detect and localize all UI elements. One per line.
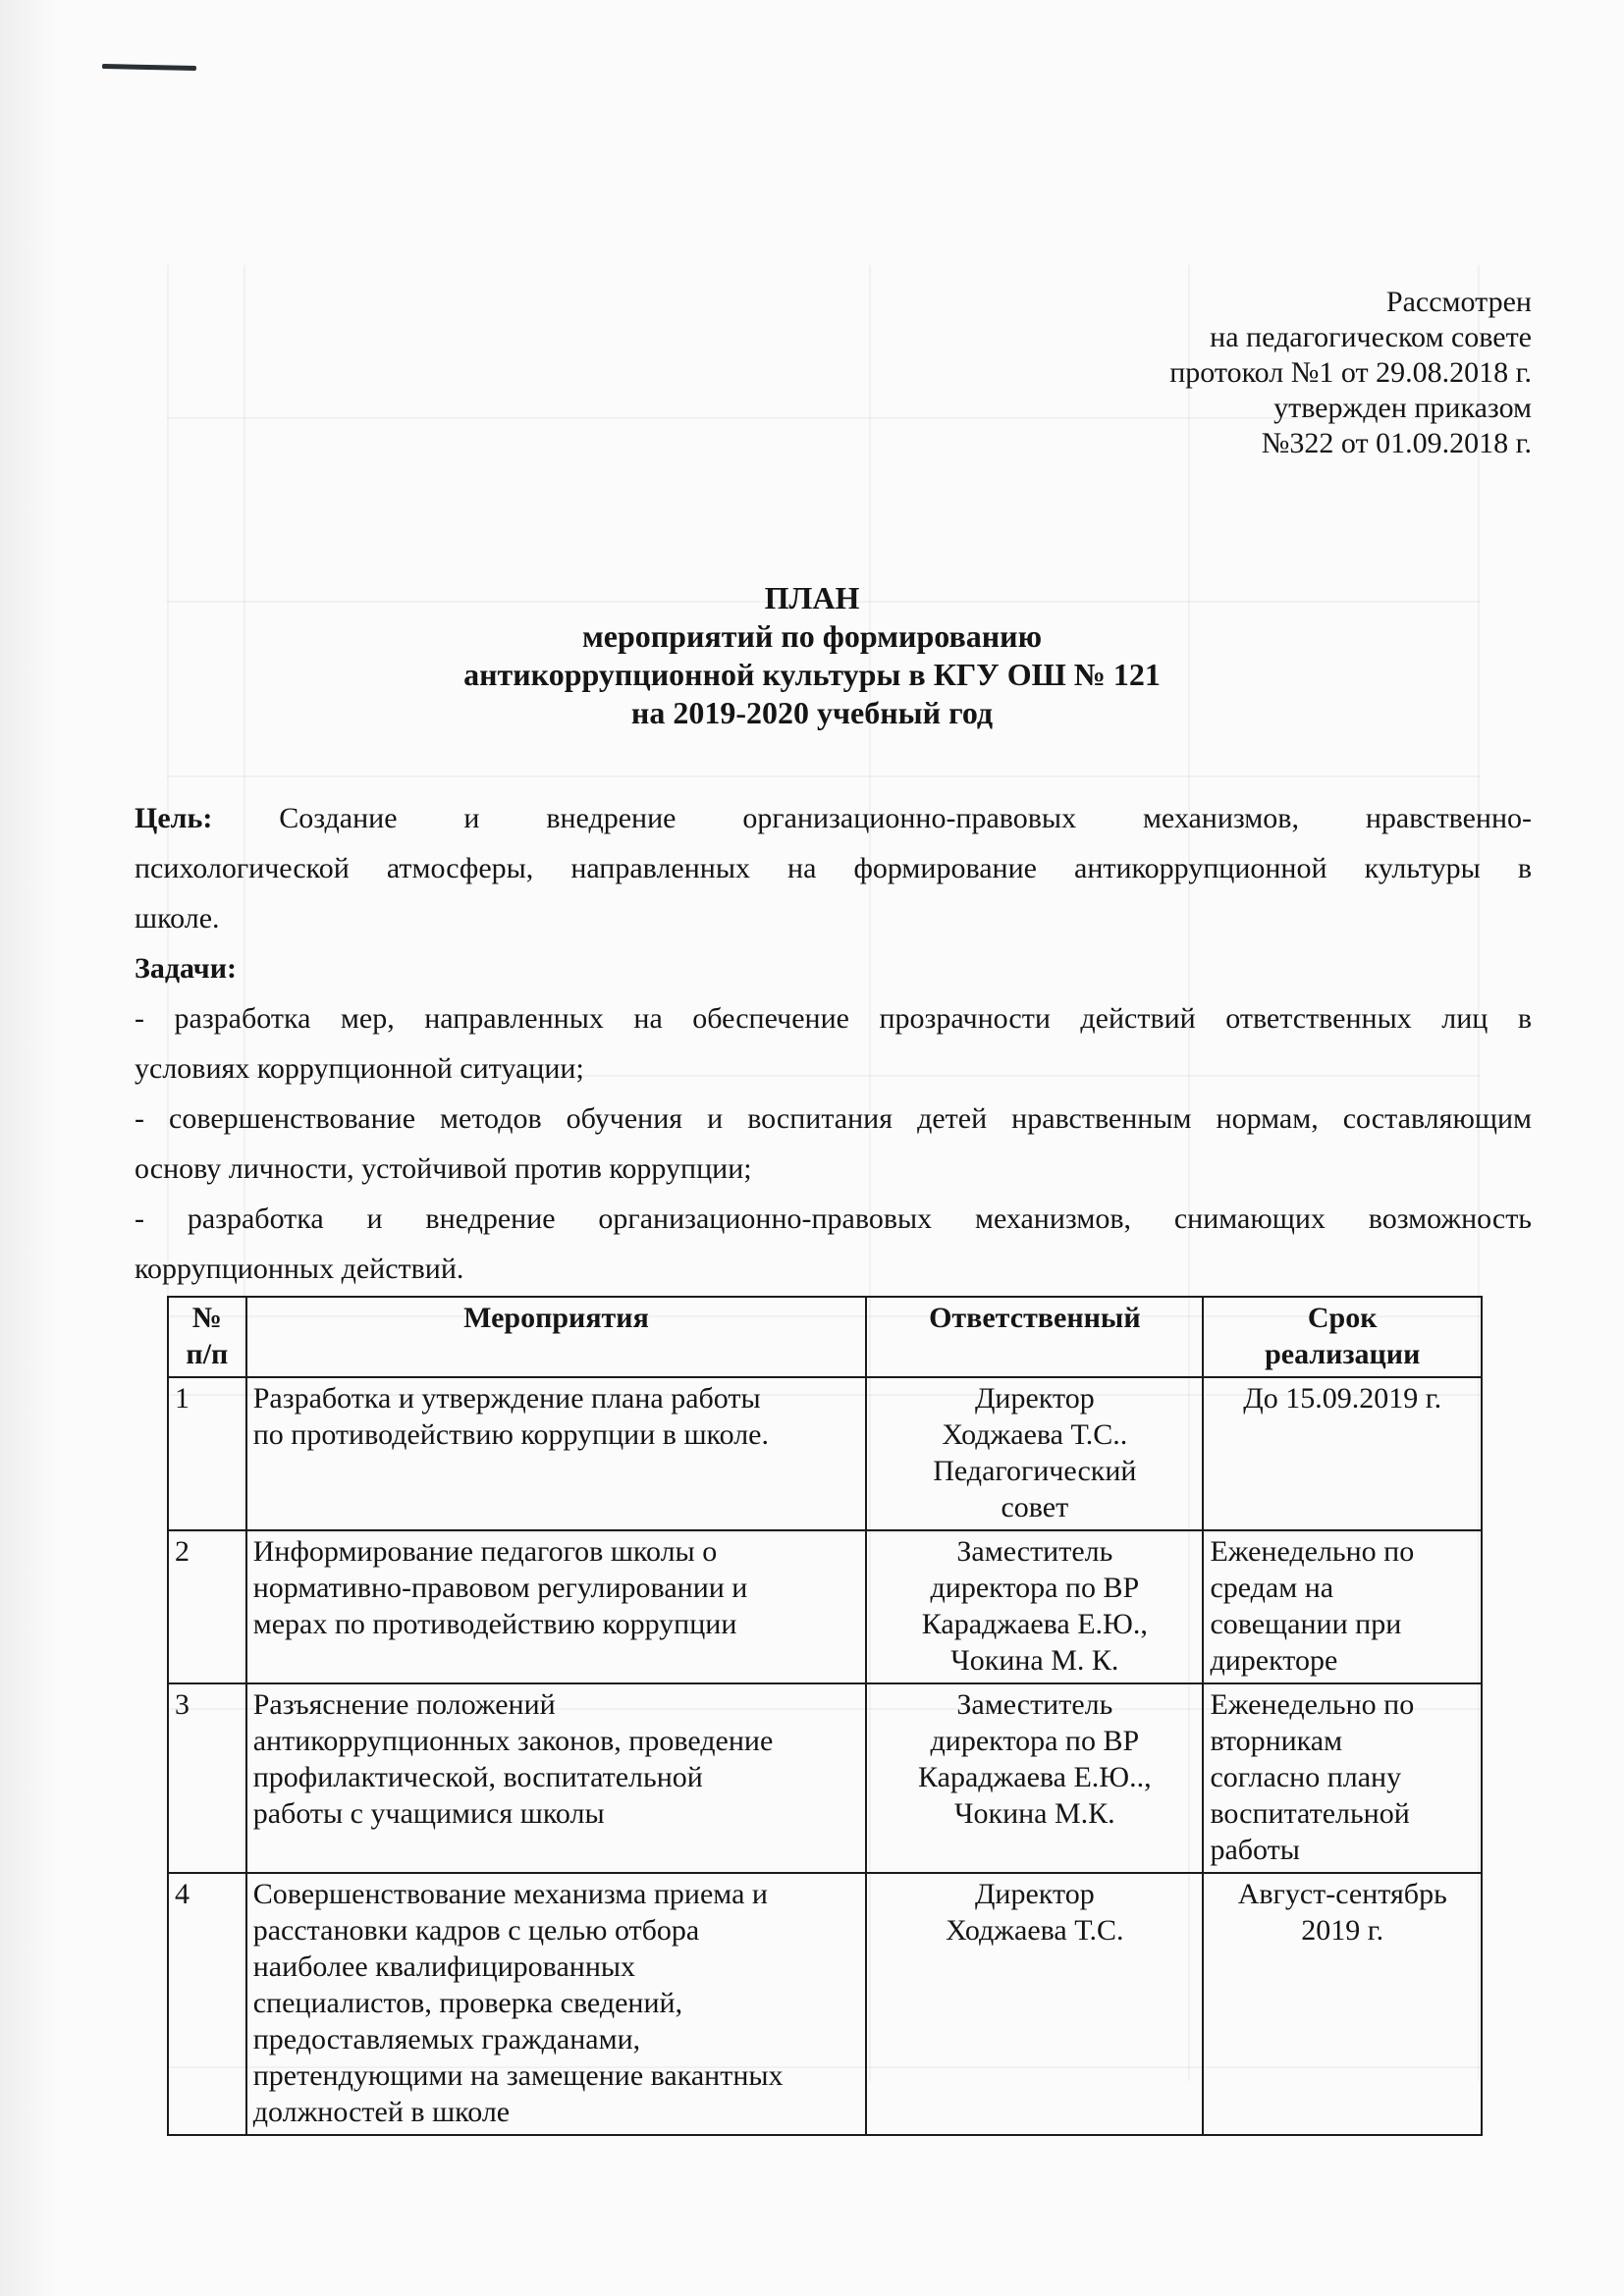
approval-line: протокол №1 от 29.08.2018 г. [1169,356,1532,389]
event-line: профилактической, воспитательной [252,1761,703,1793]
cell-responsible [866,1683,1203,1873]
task-line: условиях коррупционной ситуации; [135,1052,584,1085]
goal-label: Цель: [135,802,213,834]
goal-line [135,793,1532,843]
event-line: нормативно-правовом регулировании и [252,1572,748,1604]
document-title [0,579,1624,732]
approval-line: №322 от 01.09.2018 г. [1261,427,1532,459]
header-text: Срок [1307,1302,1378,1334]
cell-responsible [866,1873,1203,2135]
plan-table [167,1296,1483,2136]
title-line: антикоррупционной культуры в КГУ ОШ № 121 [463,657,1161,692]
cell-responsible [866,1530,1203,1683]
deadline-line: 2019 г. [1301,1914,1384,1947]
table-row [168,1873,1482,2135]
task-line: основу личности, устойчивой против коррупции; [135,1152,752,1185]
table-row [168,1377,1482,1530]
approval-line: утвержден приказом [1273,392,1532,424]
task-item [135,1194,1532,1294]
cell-deadline [1203,1530,1482,1683]
title-line: ПЛАН [764,580,860,615]
deadline-line: До 15.09.2019 г. [1243,1382,1442,1415]
task-line: - совершенствование методов обучения и воспитания детей нравственным нормам, составляющим [135,1102,1532,1135]
task-line: коррупционных действий. [135,1253,464,1285]
deadline-line: вторникам [1210,1725,1343,1757]
table-body [168,1377,1482,2135]
cell-num: 1 [168,1377,246,1530]
title-line: мероприятий по формированию [581,618,1043,654]
scan-shadow [0,0,59,2296]
header-responsible: Ответственный [866,1297,1203,1377]
approval-block [1169,285,1532,461]
deadline-line: Еженедельно по [1210,1688,1415,1721]
approval-line: на педагогическом совете [1210,321,1532,353]
responsible-line: Директор [974,1878,1095,1910]
approval-line: Рассмотрен [1385,286,1532,318]
goal-text: Создание и внедрение организационно-правовых механизмов, нравственно- [279,802,1533,834]
event-line: предоставляемых гражданами, [252,2023,641,2056]
cell-num: 4 [168,1873,246,2135]
header-text: реализации [1265,1338,1421,1370]
header-event: Мероприятия [246,1297,867,1377]
event-line: по противодействию коррупции в школе. [252,1418,769,1451]
table-row [168,1683,1482,1873]
event-line: Совершенствование механизма приема и [252,1878,768,1910]
deadline-line: работы [1210,1834,1300,1866]
event-line: Разъяснение положений [252,1688,556,1721]
header-deadline [1203,1297,1482,1377]
responsible-line: Заместитель [956,1688,1113,1721]
responsible-line: директора по ВР [930,1725,1140,1757]
cell-deadline [1203,1377,1482,1530]
task-item [135,993,1532,1094]
deadline-line: Еженедельно по [1210,1535,1415,1568]
deadline-line: директоре [1210,1644,1338,1677]
cell-num: 3 [168,1683,246,1873]
cell-event [246,1873,867,2135]
header-num [168,1297,246,1377]
event-line: должностей в школе [252,2096,511,2128]
event-line: антикоррупционных законов, проведение [252,1725,774,1757]
header-text: п/п [186,1338,229,1370]
task-item [135,1094,1532,1194]
cell-deadline [1203,1873,1482,2135]
deadline-line: Август-сентябрь [1237,1878,1447,1910]
deadline-line: согласно плану [1210,1761,1402,1793]
event-line: расстановки кадров с целью отбора [252,1914,700,1947]
deadline-line: воспитательной [1210,1797,1410,1830]
event-line: специалистов, проверка сведений, [252,1987,683,2019]
goal-section [135,793,1532,943]
responsible-line: Ходжаева Т.С. [946,1914,1124,1947]
responsible-line: Педагогический [933,1455,1137,1487]
header-text: № [191,1302,222,1334]
event-line: наиболее квалифицированных [252,1950,636,1983]
responsible-line: Ходжаева Т.С.. [942,1418,1128,1451]
goal-line: психологической атмосферы, направленных на формирование антикоррупционной культуры в [135,852,1532,884]
responsible-line: Караджаева Е.Ю.., [918,1761,1152,1793]
cell-deadline [1203,1683,1482,1873]
title-line: на 2019-2020 учебный год [630,695,994,730]
event-line: работы с учащимися школы [252,1797,605,1830]
deadline-line: средам на [1210,1572,1334,1604]
pen-mark [102,64,196,71]
goal-line: школе. [135,902,220,934]
task-line: - разработка мер, направленных на обеспечение прозрачности действий ответственных лиц в [135,1002,1532,1035]
responsible-line: директора по ВР [930,1572,1140,1604]
responsible-line: Заместитель [956,1535,1113,1568]
event-line: Информирование педагогов школы о [252,1535,718,1568]
responsible-line: Караджаева Е.Ю., [921,1608,1148,1640]
responsible-line: Чокина М.К. [954,1797,1115,1830]
event-line: мерах по противодействию коррупции [252,1608,737,1640]
event-line: Разработка и утверждение плана работы [252,1382,761,1415]
responsible-line: Чокина М. К. [950,1644,1119,1677]
cell-event [246,1530,867,1683]
cell-event [246,1377,867,1530]
tasks-label: Задачи: [135,952,238,985]
tasks-section [135,943,1532,1294]
cell-event [246,1683,867,1873]
event-line: претендующими на замещение вакантных [252,2059,784,2092]
cell-responsible [866,1377,1203,1530]
table-header-row [168,1297,1482,1377]
deadline-line: совещании при [1210,1608,1402,1640]
task-line: - разработка и внедрение организационно-правовых механизмов, снимающих возможность [135,1202,1532,1235]
table-row [168,1530,1482,1683]
responsible-line: Директор [974,1382,1095,1415]
responsible-line: совет [1001,1491,1069,1523]
cell-num: 2 [168,1530,246,1683]
